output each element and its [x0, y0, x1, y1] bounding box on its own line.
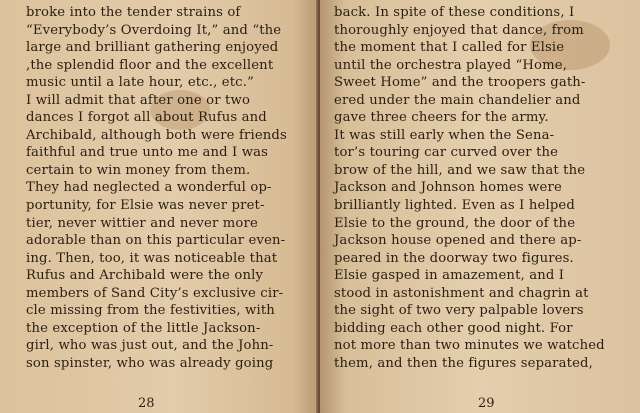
text-line: large and brilliant gathering enjoyed	[26, 40, 279, 56]
text-line: I will admit that after one or two	[26, 92, 251, 108]
text-line: brow of the hill, and we saw that the	[334, 162, 586, 178]
text-line: certain to win money from them.	[26, 162, 251, 178]
left-page-text	[26, 4, 302, 372]
text-line: Elsie to the ground, the door of the	[334, 215, 576, 231]
text-line: It was still early when the Sena-	[334, 127, 555, 143]
text-line: son spinster, who was already going	[26, 355, 274, 371]
text-line: peared in the doorway two figures.	[334, 250, 574, 266]
text-line: Jackson and Johnson homes were	[334, 180, 562, 196]
text-line: the sight of two very palpable lovers	[334, 303, 584, 319]
left-page-number: 28	[138, 396, 155, 411]
text-line: brilliantly lighted. Even as I helped	[334, 198, 575, 214]
right-page-number: 29	[478, 396, 495, 411]
text-line: until the orchestra played “Home,	[334, 57, 568, 73]
text-line: girl, who was just out, and the John-	[26, 338, 274, 354]
text-line: not more than two minutes we watched	[334, 338, 605, 354]
text-line: cle missing from the festivities, with	[26, 303, 275, 319]
text-line: stood in astonishment and chagrin at	[334, 285, 589, 301]
text-line: gave three cheers for the army.	[334, 110, 549, 126]
text-line: portunity, for Elsie was never pret-	[26, 198, 265, 214]
text-line: dances I forgot all about Rufus and	[26, 110, 267, 126]
right-page	[320, 0, 640, 413]
text-line: tier, never wittier and never more	[26, 215, 258, 231]
text-line: “Everybody’s Overdoing It,” and “the	[26, 22, 282, 38]
text-line: members of Sand City’s exclusive cir-	[26, 285, 284, 301]
text-line: thoroughly enjoyed that dance, from	[334, 22, 584, 38]
right-page-text	[334, 4, 630, 372]
text-line: music until a late hour, etc., etc.”	[26, 75, 254, 91]
text-line: Archibald, although both were friends	[26, 127, 287, 143]
text-line: broke into the tender strains of	[26, 5, 241, 20]
text-line: Elsie gasped in amazement, and I	[334, 268, 565, 284]
text-line: ered under the main chandelier and	[334, 92, 581, 108]
text-line: them, and then the figures separated,	[334, 355, 593, 371]
text-line: faithful and true unto me and I was	[26, 145, 269, 161]
text-line: tor’s touring car curved over the	[334, 145, 559, 161]
text-line: ing. Then, too, it was noticeable that	[26, 250, 278, 266]
text-line: the exception of the little Jackson-	[26, 320, 261, 336]
text-line: They had neglected a wonderful op-	[26, 180, 272, 196]
text-line: the moment that I called for Elsie	[334, 40, 565, 56]
text-line: adorable than on this particular even-	[26, 233, 286, 249]
left-page	[0, 0, 318, 413]
text-line: Rufus and Archibald were the only	[26, 268, 264, 284]
text-line: back. In spite of these conditions, I	[334, 5, 575, 20]
text-line: ,the splendid floor and the excellent	[26, 57, 274, 73]
text-line: Sweet Home” and the troopers gath-	[334, 75, 586, 91]
text-line: bidding each other good night. For	[334, 320, 573, 336]
text-line: Jackson house opened and there ap-	[334, 233, 582, 249]
